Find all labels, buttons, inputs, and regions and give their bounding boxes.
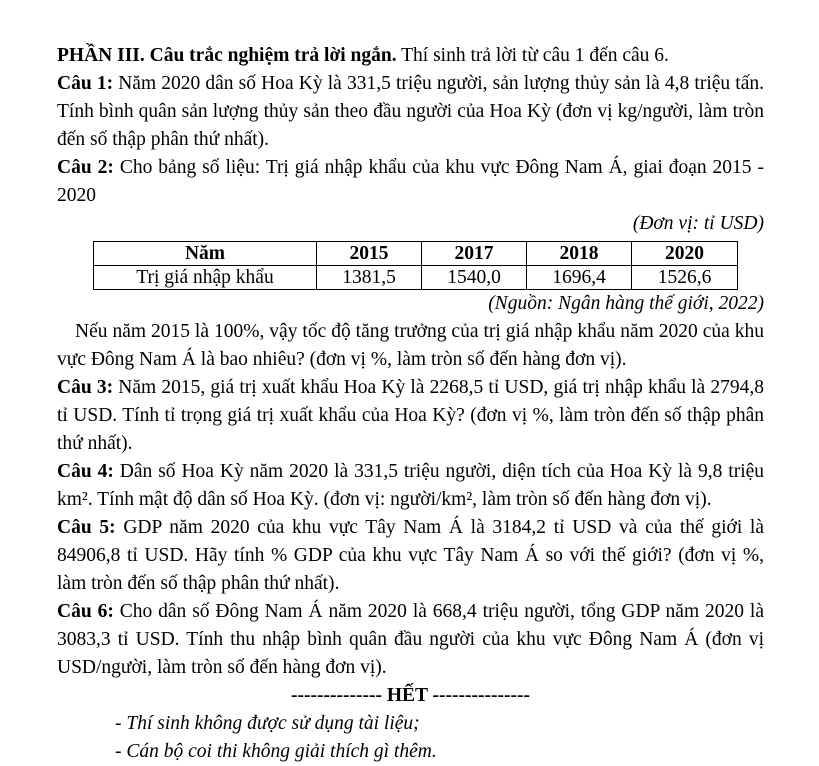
- table-header-2017: 2017: [422, 242, 527, 266]
- question-3-label: Câu 3:: [57, 377, 114, 398]
- question-2-label: Câu 2:: [57, 157, 114, 178]
- question-6-text: Cho dân số Đông Nam Á năm 2020 là 668,4 triệu người, tổng GDP năm 2020 là 3083,3 tỉ USD. Tính thu nhập bình quân đầu người của khu vực Đông Nam Á (đơn vị USD/người, làm tròn số đến hàng đơn vị).: [57, 601, 764, 678]
- table-value-2020: 1526,6: [632, 266, 738, 290]
- question-6: [57, 598, 764, 682]
- table-value-2018: 1696,4: [527, 266, 632, 290]
- question-4-label: Câu 4:: [57, 461, 114, 482]
- question-5: [57, 514, 764, 598]
- question-5-label: Câu 5:: [57, 517, 116, 538]
- import-value-table: [93, 241, 738, 290]
- table-unit-note: (Đơn vị: tỉ USD): [632, 213, 764, 234]
- table-data-row: [94, 266, 738, 290]
- question-4: [57, 458, 764, 514]
- question-2-followup: Nếu năm 2015 là 100%, vậy tốc độ tăng trưởng của trị giá nhập khẩu năm 2020 của khu vực Đông Nam Á là bao nhiêu? (đơn vị %, làm tròn số đến hàng đơn vị).: [57, 321, 764, 370]
- footer-note-1: - Thí sinh không được sử dụng tài liệu;: [115, 713, 420, 734]
- question-1: [57, 70, 764, 154]
- table-header-2018: 2018: [527, 242, 632, 266]
- table-header-2020: 2020: [632, 242, 738, 266]
- section-subtitle: Thí sinh trả lời từ câu 1 đến câu 6.: [401, 45, 669, 66]
- question-3: [57, 374, 764, 458]
- section-title: PHẦN III. Câu trắc nghiệm trả lời ngắn.: [57, 45, 397, 66]
- question-5-text: GDP năm 2020 của khu vực Tây Nam Á là 3184,2 tỉ USD và của thế giới là 84906,8 tỉ USD. Hãy tính % GDP của khu vực Tây Nam Á so với thế giới? (đơn vị %, làm tròn đến số thập phân thứ nhất).: [57, 517, 765, 594]
- table-header-year: Năm: [94, 242, 317, 266]
- table-row-label: Trị giá nhập khẩu: [94, 266, 317, 290]
- question-4-text: Dân số Hoa Kỳ năm 2020 là 331,5 triệu người, diện tích của Hoa Kỳ là 9,8 triệu km². Tính mật độ dân số Hoa Kỳ. (đơn vị: người/km², làm tròn số đến hàng đơn vị).: [57, 461, 765, 510]
- question-3-text: Năm 2015, giá trị xuất khẩu Hoa Kỳ là 2268,5 tỉ USD, giá trị nhập khẩu là 2794,8 tỉ USD. Tính tỉ trọng giá trị xuất khẩu của Hoa Kỳ? (đơn vị %, làm tròn đến số thập phân thứ nhất).: [57, 377, 764, 454]
- question-1-text: Năm 2020 dân số Hoa Kỳ là 331,5 triệu người, sản lượng thủy sản là 4,8 triệu tấn. Tính bình quân sản lượng thủy sản theo đầu người của Hoa Kỳ (đơn vị kg/người, làm tròn đến số thập phân thứ nhất).: [57, 73, 764, 150]
- question-2-text: Cho bảng số liệu: Trị giá nhập khẩu của khu vực Đông Nam Á, giai đoạn 2015 - 2020: [57, 157, 765, 206]
- question-2: [57, 154, 764, 210]
- section-header: [57, 42, 764, 70]
- question-1-label: Câu 1:: [57, 73, 114, 94]
- table-header-2015: 2015: [317, 242, 422, 266]
- end-marker: -------------- HẾT ---------------: [291, 685, 530, 706]
- table-header-row: [94, 242, 738, 266]
- table-source-note: (Nguồn: Ngân hàng thế giới, 2022): [488, 293, 764, 314]
- table-value-2015: 1381,5: [317, 266, 422, 290]
- table-value-2017: 1540,0: [422, 266, 527, 290]
- footer-note-2: - Cán bộ coi thi không giải thích gì thêm.: [115, 741, 437, 762]
- question-6-label: Câu 6:: [57, 601, 114, 622]
